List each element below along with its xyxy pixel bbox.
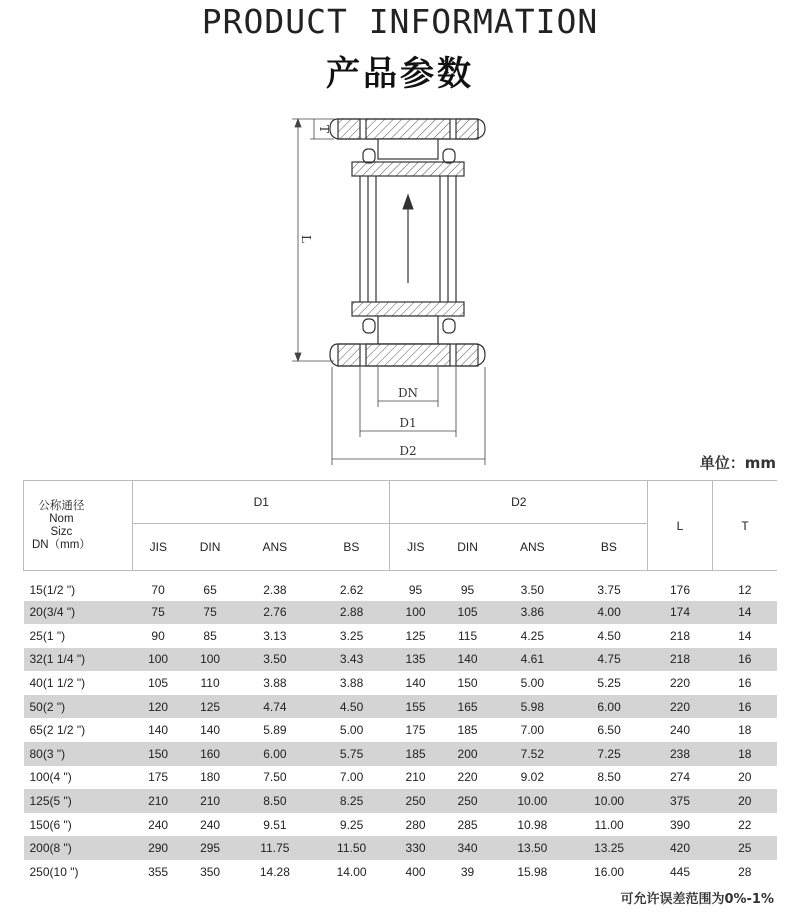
table-cell: 330 — [390, 836, 441, 860]
table-cell: 14.00 — [336, 864, 367, 879]
table-cell: 7.50 — [263, 770, 287, 785]
table-cell: 355 — [148, 864, 169, 879]
table-cell: 5.89 — [263, 723, 287, 738]
table-row — [24, 624, 778, 648]
size-cell: 15(1/2 ") — [29, 582, 76, 597]
table-cell: 140 — [200, 723, 221, 738]
title-english: PRODUCT INFORMATION — [201, 2, 599, 41]
table-cell: 6.00 — [237, 742, 314, 766]
table-cell: 4.50 — [597, 628, 621, 643]
table-cell: 16 — [738, 676, 752, 691]
table-row — [24, 766, 778, 790]
table-cell: 10.00 — [494, 789, 571, 813]
table-cell: 210 — [133, 789, 184, 813]
table-cell: 295 — [184, 836, 237, 860]
table-cell: 4.75 — [571, 648, 648, 672]
table-cell: 13.50 — [494, 836, 571, 860]
table-cell: 3.25 — [339, 628, 364, 643]
size-cell: 25(1 ") — [29, 628, 66, 643]
table-cell: 140 — [405, 676, 426, 691]
table-cell: 90 — [151, 628, 165, 643]
table-row — [24, 601, 778, 625]
table-cell: 120 — [133, 695, 184, 719]
table-cell: 210 — [184, 789, 237, 813]
table-cell: 150 — [133, 742, 184, 766]
table-cell: 5.00 — [339, 723, 364, 738]
table-cell: 75 — [133, 601, 184, 625]
table-cell: 20 — [713, 789, 778, 813]
table-cell: 400 — [405, 864, 426, 879]
sub-header: DIN — [184, 524, 237, 571]
table-cell: 274 — [669, 770, 691, 785]
table-cell: 3.88 — [339, 676, 364, 691]
table-cell: 238 — [648, 742, 713, 766]
table-cell: 350 — [200, 864, 221, 879]
table-cell: 16 — [713, 695, 778, 719]
nom-header-dn: DN（mm） — [32, 538, 91, 551]
table-cell: 200 — [441, 742, 494, 766]
table-cell: 11.00 — [594, 817, 624, 832]
table-cell: 39 — [460, 864, 475, 879]
spec-table — [23, 480, 777, 884]
sub-header: DIN — [441, 524, 494, 571]
table-cell: 4.61 — [494, 648, 571, 672]
table-cell: 85 — [203, 628, 217, 643]
table-cell: 11.75 — [237, 836, 314, 860]
size-cell: 250(10 ") — [29, 864, 79, 879]
tolerance-note: 可允许误差范围为0%-1% — [620, 892, 774, 907]
table-cell: 70 — [151, 582, 165, 597]
table-cell: 220 — [648, 695, 713, 719]
table-cell: 174 — [648, 601, 713, 625]
nom-header-nom: Nom — [49, 512, 74, 525]
table-row — [24, 813, 778, 837]
table-cell: 16.00 — [594, 864, 625, 879]
table-cell: 22 — [738, 817, 752, 832]
nom-header-cn: 公称通径 — [38, 499, 85, 512]
table-cell: 12 — [738, 582, 752, 597]
table-cell: 185 — [457, 723, 478, 738]
sub-header: JIS — [390, 524, 441, 571]
table-cell: 95 — [460, 582, 475, 597]
table-cell: 7.00 — [520, 723, 545, 738]
table-cell: 3.50 — [520, 582, 545, 597]
table-cell: 11.50 — [313, 836, 390, 860]
d1-group-header: D1 — [133, 481, 390, 524]
table-cell: 3.50 — [237, 648, 314, 672]
table-cell: 175 — [148, 770, 169, 785]
table-cell: 125 — [405, 628, 426, 643]
table-cell: 100 — [390, 601, 441, 625]
table-cell: 3.75 — [597, 582, 621, 597]
sub-header: ANS — [494, 524, 571, 571]
table-cell: 100 — [133, 648, 184, 672]
table-cell: 10.00 — [571, 789, 648, 813]
table-row — [24, 718, 778, 742]
table-cell: 9.25 — [339, 817, 364, 832]
table-cell: 105 — [148, 676, 169, 691]
table-cell: 250 — [441, 789, 494, 813]
table-cell: 125 — [184, 695, 237, 719]
spec-table-body — [24, 571, 778, 884]
label-dn: DN — [397, 386, 419, 400]
table-cell: 218 — [669, 628, 691, 643]
table-cell: 280 — [405, 817, 426, 832]
table-cell: 25 — [713, 836, 778, 860]
table-row — [24, 671, 778, 695]
size-cell: 150(6 ") — [29, 817, 72, 832]
table-cell: 375 — [648, 789, 713, 813]
size-cell: 125(5 ") — [24, 789, 133, 813]
table-cell: 4.25 — [520, 628, 545, 643]
table-cell: 100 — [184, 648, 237, 672]
table-cell: 445 — [669, 864, 691, 879]
table-cell: 14 — [713, 601, 778, 625]
sub-header: BS — [571, 524, 648, 571]
table-cell: 5.25 — [597, 676, 621, 691]
table-cell: 3.43 — [313, 648, 390, 672]
table-cell: 220 — [457, 770, 478, 785]
label-d1: D1 — [399, 416, 417, 430]
table-cell: 180 — [200, 770, 221, 785]
table-row — [24, 742, 778, 766]
table-cell: 18 — [713, 742, 778, 766]
table-row — [24, 789, 778, 813]
table-cell: 175 — [405, 723, 426, 738]
table-cell: 420 — [648, 836, 713, 860]
table-cell: 2.76 — [237, 601, 314, 625]
table-cell: 2.38 — [263, 582, 287, 597]
table-cell: 2.62 — [339, 582, 364, 597]
table-cell: 115 — [457, 628, 478, 643]
table-cell: 9.02 — [520, 770, 545, 785]
size-cell: 20(3/4 ") — [24, 601, 133, 625]
table-cell: 5.98 — [494, 695, 571, 719]
table-cell: 110 — [200, 676, 220, 691]
sub-header: ANS — [237, 524, 314, 571]
size-cell: 50(2 ") — [24, 695, 133, 719]
sub-header: JIS — [133, 524, 184, 571]
table-cell: 290 — [133, 836, 184, 860]
table-cell: 6.50 — [597, 723, 621, 738]
table-cell: 140 — [441, 648, 494, 672]
unit-label: 单位：mm — [699, 454, 776, 472]
table-cell: 15.98 — [517, 864, 548, 879]
table-cell: 155 — [390, 695, 441, 719]
table-cell: 20 — [738, 770, 752, 785]
table-cell: 210 — [405, 770, 426, 785]
table-cell: 8.50 — [597, 770, 621, 785]
table-cell: 8.25 — [313, 789, 390, 813]
table-cell: 4.00 — [571, 601, 648, 625]
size-cell: 65(2 1/2 ") — [29, 723, 86, 738]
table-cell: 8.50 — [237, 789, 314, 813]
table-cell: 9.51 — [263, 817, 287, 832]
table-cell: 7.25 — [571, 742, 648, 766]
l-header: L — [648, 481, 713, 571]
table-cell: 7.00 — [339, 770, 364, 785]
table-row — [24, 695, 778, 719]
table-cell: 250 — [390, 789, 441, 813]
table-cell: 3.13 — [263, 628, 287, 643]
table-cell: 176 — [669, 582, 691, 597]
table-cell: 95 — [408, 582, 423, 597]
table-cell: 3.88 — [263, 676, 287, 691]
label-l: L — [299, 235, 313, 243]
table-row — [24, 860, 778, 884]
table-cell: 150 — [457, 676, 478, 691]
size-cell: 80(3 ") — [24, 742, 133, 766]
label-t: T — [317, 124, 331, 134]
size-cell: 40(1 1/2 ") — [29, 676, 86, 691]
title-chinese: 产品参数 — [326, 54, 474, 94]
table-row — [24, 571, 778, 601]
table-cell: 18 — [738, 723, 752, 738]
sub-header: BS — [313, 524, 390, 571]
table-cell: 4.74 — [237, 695, 314, 719]
nom-header-sizc: Sizc — [50, 525, 73, 538]
table-cell: 3.86 — [494, 601, 571, 625]
flowmeter-drawing — [280, 105, 500, 465]
table-cell: 5.75 — [313, 742, 390, 766]
table-cell: 285 — [457, 817, 478, 832]
table-row — [24, 648, 778, 672]
table-cell: 240 — [148, 817, 169, 832]
table-cell: 5.00 — [520, 676, 545, 691]
table-cell: 218 — [648, 648, 713, 672]
table-cell: 340 — [441, 836, 494, 860]
table-cell: 240 — [200, 817, 221, 832]
table-cell: 2.88 — [313, 601, 390, 625]
nom-header — [24, 481, 133, 571]
table-cell: 160 — [184, 742, 237, 766]
size-cell: 200(8 ") — [24, 836, 133, 860]
table-row — [24, 836, 778, 860]
table-cell: 240 — [669, 723, 691, 738]
size-cell: 100(4 ") — [29, 770, 72, 785]
t-header: T — [713, 481, 778, 571]
table-cell: 165 — [441, 695, 494, 719]
table-cell: 16 — [713, 648, 778, 672]
table-cell: 14 — [738, 628, 752, 643]
label-d2: D2 — [399, 444, 417, 458]
table-cell: 7.52 — [494, 742, 571, 766]
table-cell: 105 — [441, 601, 494, 625]
table-cell: 390 — [669, 817, 691, 832]
table-cell: 10.98 — [517, 817, 548, 832]
table-cell: 14.28 — [259, 864, 290, 879]
table-cell: 65 — [203, 582, 217, 597]
table-cell: 220 — [669, 676, 691, 691]
table-cell: 4.50 — [313, 695, 390, 719]
table-cell: 135 — [390, 648, 441, 672]
d2-group-header: D2 — [390, 481, 648, 524]
table-cell: 6.00 — [571, 695, 648, 719]
table-cell: 185 — [390, 742, 441, 766]
table-cell: 140 — [148, 723, 169, 738]
size-cell: 32(1 1/4 ") — [24, 648, 133, 672]
table-cell: 75 — [184, 601, 237, 625]
table-cell: 13.25 — [571, 836, 648, 860]
table-cell: 28 — [738, 864, 752, 879]
